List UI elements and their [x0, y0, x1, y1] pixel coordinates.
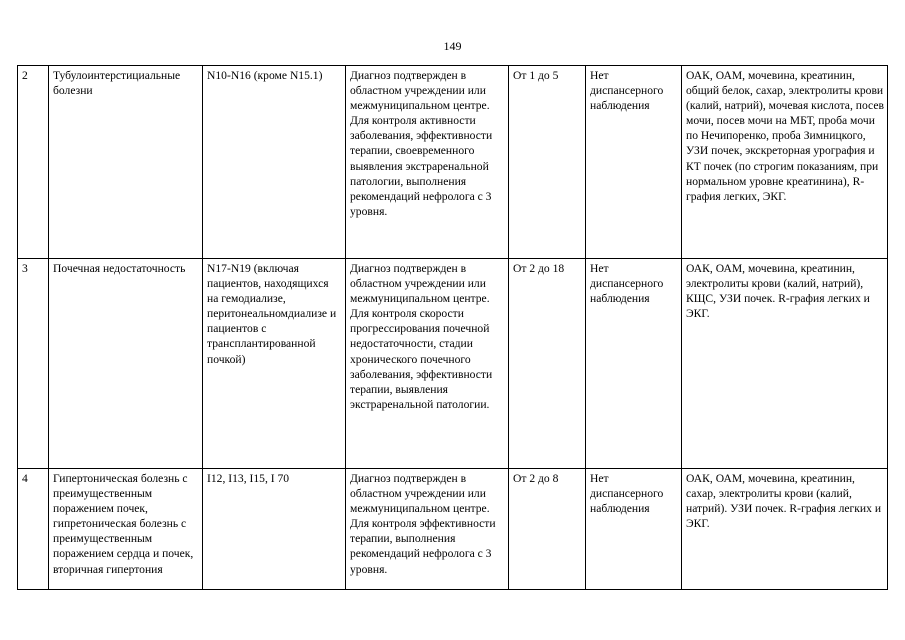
page-number: 149 [443, 39, 462, 53]
observation-cell: Нет диспансерного наблюдения [586, 469, 682, 590]
tests-cell: ОАК, ОАМ, мочевина, креатинин, сахар, электролиты крови (калий, натрий). УЗИ почек. R-графия легких и ЭКГ. [682, 469, 888, 590]
disease-name-cell: Тубулоинтерстициальные болезни [49, 66, 203, 259]
row-number-cell: 2 [18, 66, 49, 259]
table-row [18, 259, 888, 469]
tests-cell: ОАК, ОАМ, мочевина, креатинин, электролиты крови (калий, натрий), КЩС, УЗИ почек. R-графия легких и ЭКГ. [682, 259, 888, 469]
observation-cell: Нет диспансерного наблюдения [586, 259, 682, 469]
table-row [18, 66, 888, 259]
icd-codes-cell: N10-N16 (кроме N15.1) [203, 66, 346, 259]
frequency-cell: От 1 до 5 [509, 66, 586, 259]
observation-cell: Нет диспансерного наблюдения [586, 66, 682, 259]
dispensary-table [17, 65, 888, 590]
frequency-cell: От 2 до 18 [509, 259, 586, 469]
diagnosis-cell: Диагноз подтвержден в областном учреждении или межмуниципальном центре. Для контроля скорости прогрессирования почечной недостаточности, стадии хронического почечного заболевания, эффективности терапии, выявления экстраренальной патологии. [346, 259, 509, 469]
row-number-cell: 3 [18, 259, 49, 469]
diagnosis-cell: Диагноз подтвержден в областном учреждении или межмуниципальном центре. Для контроля активности заболевания, эффективности терапии, своевременного выявления экстраренальной патологии, выполнения рекомендаций нефролога с 3 уровня. [346, 66, 509, 259]
disease-name-cell: Гипертоническая болезнь с преимущественным поражением почек, гипретоническая болезнь с преимущественным поражением сердца и почек, вторичная гипертония [49, 469, 203, 590]
icd-codes-cell: N17-N19 (включая пациентов, находящихся на гемодиализе, перитонеальномдиализе и пациентов с трансплантированной почкой) [203, 259, 346, 469]
row-number-cell: 4 [18, 469, 49, 590]
table-row [18, 469, 888, 590]
diagnosis-cell: Диагноз подтвержден в областном учреждении или межмуниципальном центре. Для контроля эффективности терапии, выполнения рекомендаций нефролога с 3 уровня. [346, 469, 509, 590]
tests-cell: ОАК, ОАМ, мочевина, креатинин, общий белок, сахар, электролиты крови (калий, натрий), мочевая кислота, посев мочи, посев мочи на МБТ, проба мочи по Нечипоренко, проба Зимницкого, УЗИ почек, экскреторная урография и КТ почек (по строгим показаниям, при нормальном уровне креатинина), R-графия легких, ЭКГ. [682, 66, 888, 259]
icd-codes-cell: I12, I13, I15, I 70 [203, 469, 346, 590]
frequency-cell: От 2 до 8 [509, 469, 586, 590]
disease-name-cell: Почечная недостаточность [49, 259, 203, 469]
